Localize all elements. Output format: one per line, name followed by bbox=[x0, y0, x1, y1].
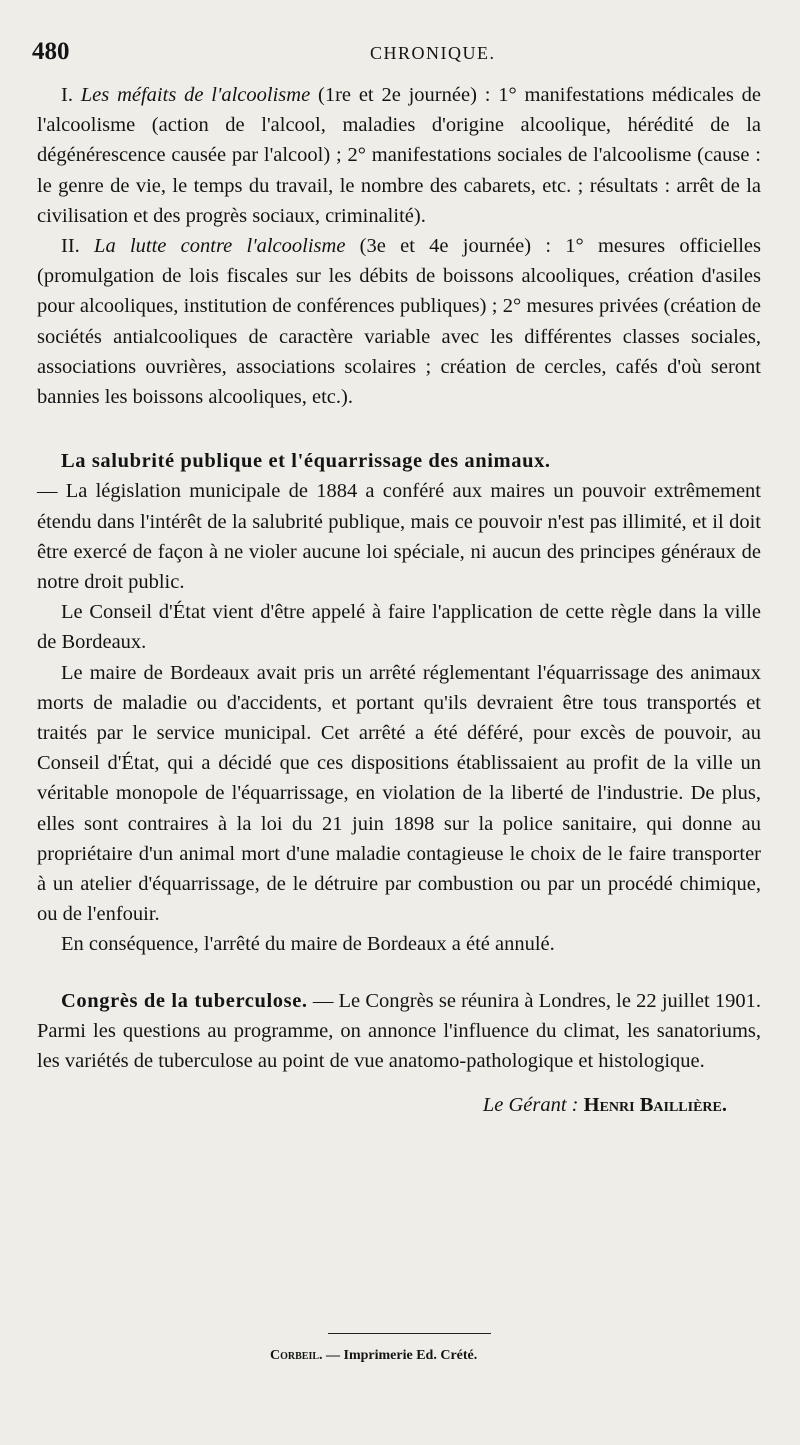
congres-text: — Le Congrès se réunira à Londres, le 22 juillet 1901. Parmi les questions au programme, on annonce l'influence du climat, les sanatoriums, les variétés de tuberculose au point de vue anatomo-pathologique et histologique. bbox=[37, 989, 762, 1073]
imprint-text: — Imprimerie Ed. Crété. bbox=[326, 1348, 478, 1363]
paragraph-salubrite-heading bbox=[37, 446, 761, 476]
page-number: 480 bbox=[32, 38, 70, 65]
running-title: CHRONIQUE. bbox=[370, 43, 496, 63]
salubrite-heading: La salubrité publique et l'équarrissage des animaux. bbox=[61, 450, 551, 473]
paragraph-section-1 bbox=[37, 80, 761, 231]
signature-label: Le Gérant : bbox=[482, 1094, 579, 1117]
section-2-title: La lutte contre l'alcoolisme bbox=[94, 235, 346, 258]
page-header bbox=[32, 38, 760, 70]
section-2-numeral: II. bbox=[61, 235, 80, 258]
paragraph-salubrite-3: Le maire de Bordeaux avait pris un arrêté réglementant l'équarrissage des animaux morts de maladie ou d'accidents, et portant qu'ils devraient être tous transportés et traités par le service municipal. Cet arrêté a été déféré, pour excès de pouvoir, au Conseil d'État, qui a décidé que ces dispositions établissaient au profit de la ville un véritable monopole de l'équarrissage, en violation de la liberté de l'industrie. De plus, elles sont contraires à la loi du 21 juin 1898 sur la police sanitaire, qui donne au propriétaire d'un animal mort d'une maladie contagieuse le choix de le faire transporter à un atelier d'équarrissage, de le détruire par combustion ou par un procédé chimique, ou de l'enfouir. bbox=[37, 661, 761, 926]
section-1-title: Les méfaits de l'alcoolisme bbox=[80, 84, 311, 106]
signature-line bbox=[37, 1090, 761, 1120]
printer-imprint bbox=[270, 1348, 477, 1364]
section-2-text: (3e et 4e journée) : 1° mesures officielles (promulgation de lois fiscales sur les débits de boissons alcooliques, création d'asiles pour alcooliques, institution de conférences publiques) ; 2° mesures privées (création de sociétés antialcooliques de caractère variable avec les différentes classes sociales, associations ouvrières, associations scolaires ; création de cercles, cafés d'où seront bannies les boissons alcooliques, etc.). bbox=[37, 235, 762, 409]
paragraph-salubrite-2: Le Conseil d'État vient d'être appelé à faire l'application de cette règle dans la ville de Bordeaux. bbox=[37, 601, 761, 654]
congres-heading: Congrès de la tuberculose. bbox=[61, 989, 308, 1012]
page-body bbox=[37, 80, 761, 1121]
imprint-city: Corbeil. bbox=[270, 1348, 323, 1363]
footer-rule bbox=[328, 1333, 491, 1334]
paragraph-salubrite-4: En conséquence, l'arrêté du maire de Bordeaux a été annulé. bbox=[61, 933, 555, 956]
section-1-text: (1re et 2e journée) : 1° manifestations médicales de l'alcoolisme (action de l'alcool, maladies d'origine alcoolique, hérédité de la dégénérescence causée par l'alcool) ; 2° manifestations sociales de l'alcoolisme (cause : le genre de vie, le temps du travail, le nombre des cabarets, etc. ; résultats : arrêt de la civilisation et des progrès sociaux, criminalité). bbox=[37, 84, 762, 227]
paragraph-section-2 bbox=[37, 231, 761, 412]
signature-name: Henri Baillière. bbox=[583, 1094, 727, 1117]
paragraph-salubrite-1: — La législation municipale de 1884 a conféré aux maires un pouvoir extrêmement étendu dans l'intérêt de la salubrité publique, mais ce pouvoir n'est pas illimité, et il doit être exercé de façon à ne violer aucune loi spéciale, ni aucun des principes généraux de notre droit public. bbox=[37, 480, 761, 594]
section-1-numeral: I. bbox=[61, 84, 73, 106]
paragraph-congres bbox=[37, 986, 761, 1077]
